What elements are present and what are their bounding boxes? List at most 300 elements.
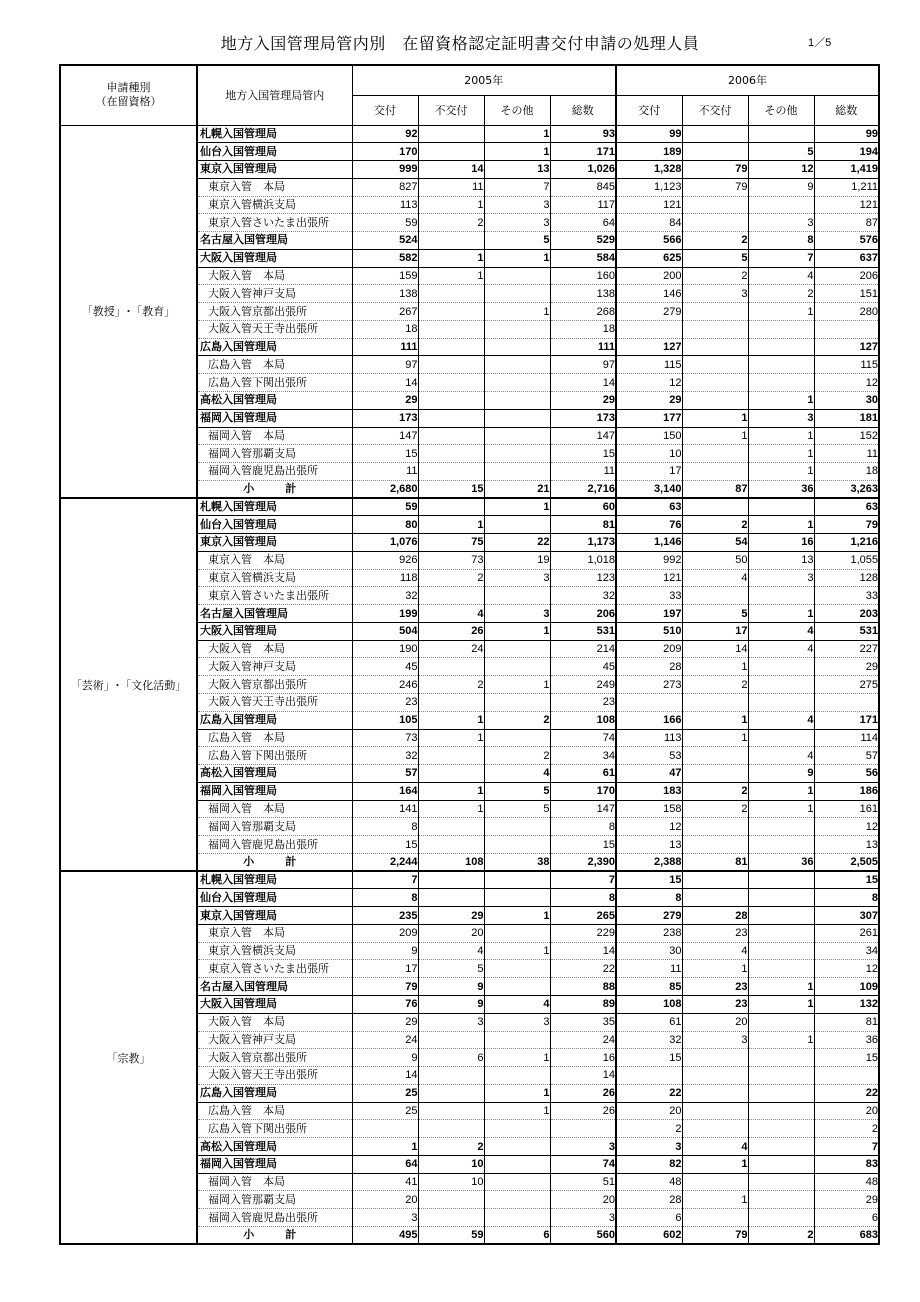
office-name: 福岡入管鹿児島出張所 [197, 836, 352, 854]
category-cell: 「宗教」 [60, 871, 197, 1244]
value-cell [748, 907, 814, 925]
value-cell: 1 [418, 711, 484, 729]
value-cell [418, 1191, 484, 1209]
value-cell [484, 889, 550, 907]
value-cell: 1 [484, 1084, 550, 1102]
office-name: 高松入国管理局 [197, 765, 352, 783]
header-col-fukofu-2006: 不交付 [682, 95, 748, 125]
value-cell [418, 356, 484, 374]
value-cell: 637 [814, 249, 879, 267]
value-cell: 8 [814, 889, 879, 907]
value-cell: 127 [814, 338, 879, 356]
value-cell: 24 [550, 1031, 616, 1049]
page-number: 1／5 [808, 37, 832, 49]
value-cell [418, 1209, 484, 1227]
value-cell [748, 196, 814, 214]
value-cell: 3 [484, 214, 550, 232]
value-cell: 1 [484, 1102, 550, 1120]
value-cell: 73 [418, 551, 484, 569]
header-category-line2: （在留資格） [95, 95, 162, 109]
office-name: 仙台入国管理局 [197, 143, 352, 161]
value-cell [616, 320, 682, 338]
value-cell: 20 [616, 1102, 682, 1120]
value-cell: 12 [616, 374, 682, 392]
header-year-2006: 2006年 [616, 65, 879, 95]
value-cell: 170 [352, 143, 418, 161]
value-cell [814, 1067, 879, 1085]
value-cell: 13 [748, 551, 814, 569]
value-cell: 22 [550, 960, 616, 978]
value-cell: 32 [616, 1031, 682, 1049]
value-cell [748, 729, 814, 747]
value-cell: 1 [484, 249, 550, 267]
value-cell: 181 [814, 409, 879, 427]
value-cell: 12 [616, 818, 682, 836]
value-cell: 160 [550, 267, 616, 285]
value-cell: 38 [484, 853, 550, 871]
value-cell [484, 1067, 550, 1085]
value-cell: 3 [682, 1031, 748, 1049]
value-cell [748, 1120, 814, 1138]
value-cell [484, 640, 550, 658]
value-cell: 22 [814, 1084, 879, 1102]
value-cell [682, 374, 748, 392]
value-cell: 14 [418, 161, 484, 179]
header-col-kofu-2006: 交付 [616, 95, 682, 125]
value-cell: 88 [550, 978, 616, 996]
value-cell [682, 1067, 748, 1085]
value-cell: 14 [550, 1067, 616, 1085]
value-cell [682, 320, 748, 338]
office-name: 福岡入管鹿児島出張所 [197, 463, 352, 481]
value-cell: 268 [550, 303, 616, 321]
value-cell: 1 [682, 409, 748, 427]
value-cell: 279 [616, 303, 682, 321]
value-cell: 79 [814, 516, 879, 534]
value-cell: 14 [352, 374, 418, 392]
value-cell: 1 [748, 391, 814, 409]
value-cell: 11 [814, 445, 879, 463]
value-cell: 531 [814, 622, 879, 640]
value-cell: 13 [616, 836, 682, 854]
value-cell: 504 [352, 622, 418, 640]
value-cell [484, 267, 550, 285]
value-cell: 625 [616, 249, 682, 267]
value-cell: 1 [418, 800, 484, 818]
value-cell: 92 [352, 125, 418, 143]
value-cell [682, 587, 748, 605]
value-cell: 81 [814, 1013, 879, 1031]
value-cell [484, 356, 550, 374]
value-cell [484, 516, 550, 534]
value-cell [418, 338, 484, 356]
value-cell: 4 [748, 711, 814, 729]
office-name: 福岡入管那覇支局 [197, 445, 352, 463]
value-cell: 3 [484, 1013, 550, 1031]
value-cell: 171 [814, 711, 879, 729]
value-cell: 6 [814, 1209, 879, 1227]
value-cell: 7 [550, 871, 616, 889]
value-cell [418, 889, 484, 907]
value-cell: 2 [484, 747, 550, 765]
value-cell: 15 [616, 1049, 682, 1067]
value-cell: 267 [352, 303, 418, 321]
value-cell [616, 1067, 682, 1085]
header-category [60, 65, 197, 125]
office-name: 大阪入国管理局 [197, 249, 352, 267]
value-cell: 161 [814, 800, 879, 818]
value-cell [748, 356, 814, 374]
office-name: 東京入管さいたま出張所 [197, 214, 352, 232]
value-cell: 1 [748, 516, 814, 534]
value-cell: 2 [484, 711, 550, 729]
value-cell: 138 [352, 285, 418, 303]
header-col-total-2006: 総数 [814, 95, 879, 125]
value-cell: 4 [748, 622, 814, 640]
value-cell [682, 1084, 748, 1102]
value-cell: 845 [550, 178, 616, 196]
value-cell: 1 [748, 445, 814, 463]
value-cell: 5 [748, 143, 814, 161]
value-cell: 1,055 [814, 551, 879, 569]
value-cell: 5 [484, 232, 550, 250]
value-cell: 11 [418, 178, 484, 196]
value-cell: 63 [814, 498, 879, 516]
office-name: 仙台入国管理局 [197, 889, 352, 907]
value-cell [484, 409, 550, 427]
value-cell: 23 [352, 694, 418, 712]
value-cell: 127 [616, 338, 682, 356]
value-cell: 113 [352, 196, 418, 214]
value-cell [418, 391, 484, 409]
office-name: 東京入管 本局 [197, 924, 352, 942]
office-name: 東京入管横浜支局 [197, 196, 352, 214]
value-cell: 5 [682, 605, 748, 623]
office-name: 東京入管 本局 [197, 178, 352, 196]
office-name: 広島入国管理局 [197, 1084, 352, 1102]
value-cell: 197 [616, 605, 682, 623]
value-cell: 171 [550, 143, 616, 161]
value-cell [484, 871, 550, 889]
value-cell: 30 [616, 942, 682, 960]
value-cell: 1,328 [616, 161, 682, 179]
value-cell: 531 [550, 622, 616, 640]
value-cell [682, 1102, 748, 1120]
value-cell: 249 [550, 676, 616, 694]
value-cell: 20 [814, 1102, 879, 1120]
subtotal-label: 小 計 [197, 853, 352, 871]
value-cell: 23 [550, 694, 616, 712]
value-cell [418, 694, 484, 712]
value-cell: 60 [550, 498, 616, 516]
value-cell: 8 [352, 818, 418, 836]
value-cell: 81 [682, 853, 748, 871]
value-cell: 3,263 [814, 480, 879, 498]
value-cell [418, 871, 484, 889]
value-cell: 5 [682, 249, 748, 267]
value-cell: 29 [814, 658, 879, 676]
value-cell [682, 871, 748, 889]
value-cell: 16 [748, 534, 814, 552]
value-cell: 5 [484, 800, 550, 818]
value-cell: 1 [748, 782, 814, 800]
value-cell: 15 [352, 836, 418, 854]
value-cell: 1 [484, 143, 550, 161]
value-cell [748, 960, 814, 978]
value-cell [418, 409, 484, 427]
value-cell: 173 [550, 409, 616, 427]
value-cell: 238 [616, 924, 682, 942]
value-cell: 158 [616, 800, 682, 818]
value-cell: 1 [682, 960, 748, 978]
value-cell [550, 1120, 616, 1138]
value-cell: 159 [352, 267, 418, 285]
value-cell: 229 [550, 924, 616, 942]
value-cell: 36 [748, 480, 814, 498]
value-cell: 41 [352, 1173, 418, 1191]
value-cell: 29 [352, 1013, 418, 1031]
value-cell: 4 [484, 996, 550, 1014]
office-name: 東京入国管理局 [197, 534, 352, 552]
value-cell: 15 [814, 871, 879, 889]
value-cell: 206 [814, 267, 879, 285]
office-name: 大阪入国管理局 [197, 996, 352, 1014]
value-cell [682, 1173, 748, 1191]
value-cell [418, 463, 484, 481]
value-cell: 2 [418, 569, 484, 587]
office-name: 広島入管下関出張所 [197, 747, 352, 765]
value-cell: 28 [682, 907, 748, 925]
value-cell: 80 [352, 516, 418, 534]
value-cell: 147 [352, 427, 418, 445]
value-cell: 9 [418, 978, 484, 996]
value-cell: 99 [616, 125, 682, 143]
value-cell: 1 [748, 303, 814, 321]
office-name: 名古屋入国管理局 [197, 232, 352, 250]
value-cell: 200 [616, 267, 682, 285]
value-cell: 97 [550, 356, 616, 374]
value-cell: 13 [484, 161, 550, 179]
value-cell: 115 [814, 356, 879, 374]
value-cell: 79 [352, 978, 418, 996]
value-cell [682, 125, 748, 143]
value-cell [682, 303, 748, 321]
value-cell: 1,419 [814, 161, 879, 179]
value-cell: 56 [814, 765, 879, 783]
table-row [60, 871, 879, 889]
value-cell: 235 [352, 907, 418, 925]
value-cell: 61 [550, 765, 616, 783]
value-cell [682, 445, 748, 463]
value-cell: 54 [682, 534, 748, 552]
value-cell: 214 [550, 640, 616, 658]
value-cell: 115 [616, 356, 682, 374]
office-name: 高松入国管理局 [197, 391, 352, 409]
value-cell: 87 [682, 480, 748, 498]
value-cell: 10 [418, 1173, 484, 1191]
value-cell: 74 [550, 729, 616, 747]
value-cell [352, 1120, 418, 1138]
value-cell: 2,716 [550, 480, 616, 498]
value-cell: 23 [682, 996, 748, 1014]
value-cell [418, 1031, 484, 1049]
value-cell: 121 [814, 196, 879, 214]
value-cell: 14 [550, 942, 616, 960]
value-cell: 992 [616, 551, 682, 569]
value-cell: 29 [550, 391, 616, 409]
value-cell: 194 [814, 143, 879, 161]
value-cell [484, 1191, 550, 1209]
value-cell: 199 [352, 605, 418, 623]
office-name: 名古屋入国管理局 [197, 605, 352, 623]
office-name: 高松入国管理局 [197, 1138, 352, 1156]
value-cell: 3 [616, 1138, 682, 1156]
office-name: 福岡入国管理局 [197, 1155, 352, 1173]
value-cell: 3 [748, 409, 814, 427]
value-cell: 8 [748, 232, 814, 250]
value-cell [418, 1084, 484, 1102]
value-cell [748, 676, 814, 694]
value-cell: 128 [814, 569, 879, 587]
value-cell: 1,173 [550, 534, 616, 552]
value-cell: 64 [352, 1155, 418, 1173]
value-cell: 3,140 [616, 480, 682, 498]
value-cell [682, 498, 748, 516]
value-cell: 1 [484, 907, 550, 925]
value-cell [484, 960, 550, 978]
value-cell: 6 [616, 1209, 682, 1227]
value-cell: 2,390 [550, 853, 616, 871]
value-cell: 14 [682, 640, 748, 658]
value-cell: 111 [550, 338, 616, 356]
value-cell: 5 [418, 960, 484, 978]
value-cell: 602 [616, 1226, 682, 1244]
value-cell: 151 [814, 285, 879, 303]
value-cell [418, 1102, 484, 1120]
value-cell: 79 [682, 161, 748, 179]
office-name: 名古屋入国管理局 [197, 978, 352, 996]
value-cell [484, 1155, 550, 1173]
value-cell [748, 374, 814, 392]
value-cell [484, 1209, 550, 1227]
value-cell: 87 [814, 214, 879, 232]
statistics-table [59, 64, 880, 1245]
value-cell: 146 [616, 285, 682, 303]
value-cell: 1 [748, 1031, 814, 1049]
value-cell: 9 [748, 765, 814, 783]
value-cell: 117 [550, 196, 616, 214]
value-cell: 18 [814, 463, 879, 481]
value-cell: 76 [616, 516, 682, 534]
value-cell [682, 694, 748, 712]
value-cell [748, 694, 814, 712]
value-cell [682, 196, 748, 214]
table-row [60, 498, 879, 516]
value-cell: 121 [616, 569, 682, 587]
value-cell: 24 [352, 1031, 418, 1049]
value-cell: 32 [352, 747, 418, 765]
value-cell: 84 [616, 214, 682, 232]
value-cell: 3 [748, 569, 814, 587]
value-cell: 524 [352, 232, 418, 250]
value-cell: 827 [352, 178, 418, 196]
value-cell [418, 445, 484, 463]
value-cell: 20 [418, 924, 484, 942]
value-cell: 576 [814, 232, 879, 250]
table-header [60, 65, 879, 125]
value-cell [682, 747, 748, 765]
value-cell [484, 1173, 550, 1191]
value-cell: 11 [616, 960, 682, 978]
value-cell [682, 214, 748, 232]
value-cell: 495 [352, 1226, 418, 1244]
value-cell: 1 [418, 267, 484, 285]
value-cell: 1 [748, 996, 814, 1014]
value-cell [748, 889, 814, 907]
value-cell: 15 [550, 836, 616, 854]
office-name: 福岡入管鹿児島出張所 [197, 1209, 352, 1227]
value-cell [418, 303, 484, 321]
office-name: 福岡入管那覇支局 [197, 818, 352, 836]
value-cell: 15 [814, 1049, 879, 1067]
value-cell [748, 1173, 814, 1191]
value-cell [484, 729, 550, 747]
value-cell: 4 [484, 765, 550, 783]
value-cell: 8 [550, 889, 616, 907]
value-cell: 1 [418, 249, 484, 267]
value-cell: 246 [352, 676, 418, 694]
value-cell: 150 [616, 427, 682, 445]
value-cell: 61 [616, 1013, 682, 1031]
value-cell: 1 [748, 463, 814, 481]
value-cell: 3 [418, 1013, 484, 1031]
value-cell: 121 [616, 196, 682, 214]
value-cell [418, 836, 484, 854]
office-name: 広島入管 本局 [197, 356, 352, 374]
value-cell [418, 818, 484, 836]
value-cell: 261 [814, 924, 879, 942]
value-cell [748, 125, 814, 143]
value-cell: 3 [484, 569, 550, 587]
value-cell: 23 [682, 924, 748, 942]
header-col-kofu-2005: 交付 [352, 95, 418, 125]
value-cell: 22 [484, 534, 550, 552]
value-cell: 97 [352, 356, 418, 374]
value-cell [748, 1155, 814, 1173]
value-cell: 29 [352, 391, 418, 409]
value-cell [418, 747, 484, 765]
office-name: 福岡入管 本局 [197, 427, 352, 445]
value-cell: 75 [418, 534, 484, 552]
value-cell: 25 [352, 1102, 418, 1120]
value-cell: 265 [550, 907, 616, 925]
value-cell: 29 [418, 907, 484, 925]
value-cell: 3 [352, 1209, 418, 1227]
header-col-other-2006: その他 [748, 95, 814, 125]
office-name: 福岡入国管理局 [197, 409, 352, 427]
office-name: 広島入管 本局 [197, 1102, 352, 1120]
value-cell: 2 [682, 800, 748, 818]
value-cell: 36 [814, 1031, 879, 1049]
value-cell: 926 [352, 551, 418, 569]
value-cell: 147 [550, 800, 616, 818]
value-cell: 1,216 [814, 534, 879, 552]
value-cell: 1 [484, 303, 550, 321]
value-cell: 1 [682, 1155, 748, 1173]
office-name: 広島入管下関出張所 [197, 374, 352, 392]
table-row [60, 125, 879, 143]
value-cell: 147 [550, 427, 616, 445]
